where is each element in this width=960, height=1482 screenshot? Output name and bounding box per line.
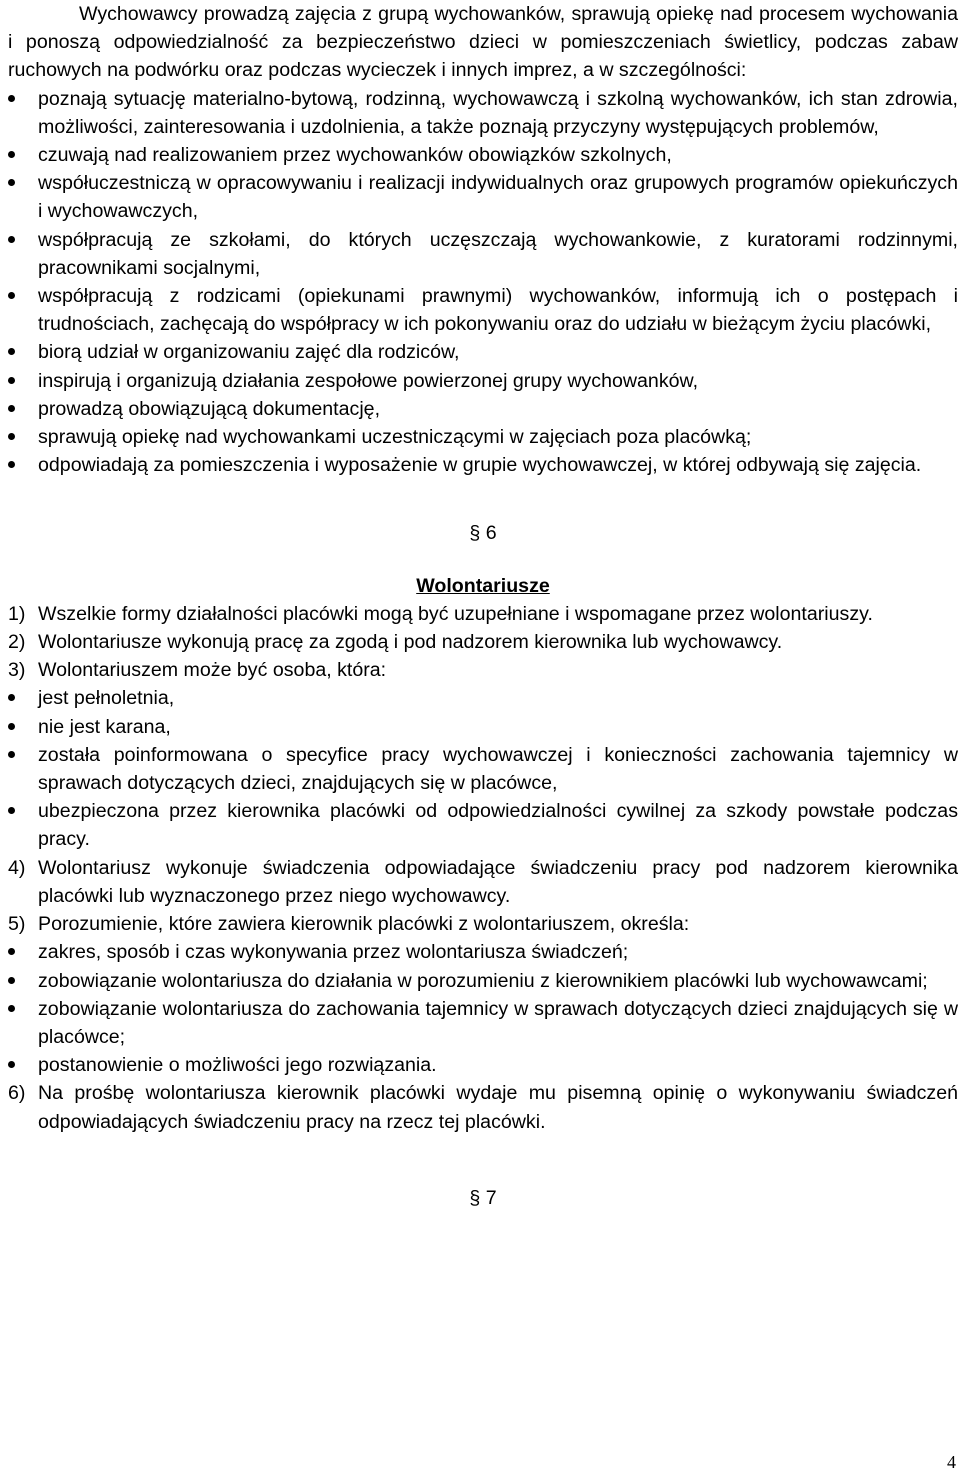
section-6-number: § 6	[469, 522, 497, 545]
list-item: została poinformowana o specyfice pracy wychowawczej i konieczności zachowania tajemnicy w sprawach dotyczących dzieci, znajdujących się w placówce,	[8, 741, 958, 797]
bullet-icon	[8, 461, 15, 468]
list-item: zobowiązanie wolontariusza do zachowania tajemnicy w sprawach dotyczących dzieci znajdujących się w placówce;	[8, 995, 958, 1051]
bullet-icon	[8, 977, 15, 984]
volunteers-list-continued	[8, 854, 958, 939]
numbered-item: 5) Porozumienie, które zawiera kierownik placówki z wolontariuszem, określa:	[8, 913, 690, 936]
list-item: zakres, sposób i czas wykonywania przez wolontariusza świadczeń;	[8, 938, 958, 966]
bullet-icon	[8, 723, 15, 730]
list-item: prowadzą obowiązującą dokumentację,	[8, 395, 958, 423]
numbered-item: 2) Wolontariusze wykonują pracę za zgodą i pod nadzorem kierownika lub wychowawcy.	[8, 631, 783, 654]
list-item: współpracują z rodzicami (opiekunami prawnymi) wychowanków, informują ich o postępach i trudnościach, zachęcają do współpracy w ich pokonywaniu oraz do udziału w bieżącym życiu placówki,	[8, 282, 958, 338]
bullet-icon	[8, 179, 15, 186]
list-item: czuwają nad realizowaniem przez wychowanków obowiązków szkolnych,	[8, 141, 958, 169]
page-number: 4	[947, 1451, 956, 1472]
bullet-icon	[8, 694, 15, 701]
bullet-icon	[8, 405, 15, 412]
list-item: postanowienie o możliwości jego rozwiązania.	[8, 1051, 958, 1079]
numbered-item: 3) Wolontariuszem może być osoba, która:	[8, 659, 387, 682]
list-item: współpracują ze szkołami, do których uczęszczają wychowankowie, z kuratorami rodzinnymi, pracownikami socjalnymi,	[8, 226, 958, 282]
intro-paragraph: Wychowawcy prowadzą zajęcia z grupą wychowanków, sprawują opiekę nad procesem wychowania i ponoszą odpowiedzialność za bezpieczeństwo dzieci w pomieszczeniach świetlicy, podczas zabaw ruchowych na podwórku oraz podczas wycieczek i innych imprez, a w szczególności:	[8, 3, 958, 82]
bullet-icon	[8, 751, 15, 758]
duties-list	[8, 85, 958, 480]
bullet-icon	[8, 433, 15, 440]
volunteers-list-final	[8, 1079, 958, 1135]
bullet-icon	[8, 236, 15, 243]
bullet-icon	[8, 151, 15, 158]
document-page	[8, 0, 958, 1212]
section-6-title: Wolontariusze	[416, 574, 550, 597]
agreement-list	[8, 938, 958, 1079]
bullet-icon	[8, 348, 15, 355]
list-item: inspirują i organizują działania zespołowe powierzonej grupy wychowanków,	[8, 367, 958, 395]
section-7-number: § 7	[469, 1186, 497, 1209]
bullet-icon	[8, 377, 15, 384]
list-item: sprawują opiekę nad wychowankami uczestniczącymi w zajęciach poza placówką;	[8, 423, 958, 451]
bullet-icon	[8, 948, 15, 955]
numbered-item: 4) Wolontariusz wykonuje świadczenia odpowiadające świadczeniu pracy pod nadzorem kierownika placówki lub wyznaczonego przez niego wychowawcy.	[8, 856, 958, 907]
numbered-item: 6) Na prośbę wolontariusza kierownik placówki wydaje mu pisemną opinię o wykonywaniu świadczeń odpowiadających świadczeniu pracy na rzecz tej placówki.	[8, 1082, 958, 1133]
list-item: jest pełnoletnia,	[8, 684, 958, 712]
bullet-icon	[8, 292, 15, 299]
list-item: nie jest karana,	[8, 713, 958, 741]
list-item: poznają sytuację materialno-bytową, rodzinną, wychowawczą i szkolną wychowanków, ich stan zdrowia, możliwości, zainteresowania i uzdolnienia, a także poznają przyczyny występujących problemów,	[8, 85, 958, 141]
conditions-list	[8, 684, 958, 853]
list-item: zobowiązanie wolontariusza do działania w porozumieniu z kierownikiem placówki lub wychowawcami;	[8, 967, 958, 995]
numbered-item: 1) Wszelkie formy działalności placówki mogą być uzupełniane i wspomagane przez wolontariuszy.	[8, 602, 873, 625]
bullet-icon	[8, 807, 15, 814]
list-item: ubezpieczona przez kierownika placówki od odpowiedzialności cywilnej za szkody powstałe podczas pracy.	[8, 797, 958, 853]
list-item: odpowiadają za pomieszczenia i wyposażenie w grupie wychowawczej, w której odbywają się zajęcia.	[8, 451, 958, 479]
volunteers-list	[8, 600, 958, 685]
bullet-icon	[8, 1005, 15, 1012]
list-item: biorą udział w organizowaniu zajęć dla rodziców,	[8, 338, 958, 366]
bullet-icon	[8, 1061, 15, 1068]
bullet-icon	[8, 95, 15, 102]
list-item: współuczestniczą w opracowywaniu i realizacji indywidualnych oraz grupowych programów opiekuńczych i wychowawczych,	[8, 169, 958, 225]
